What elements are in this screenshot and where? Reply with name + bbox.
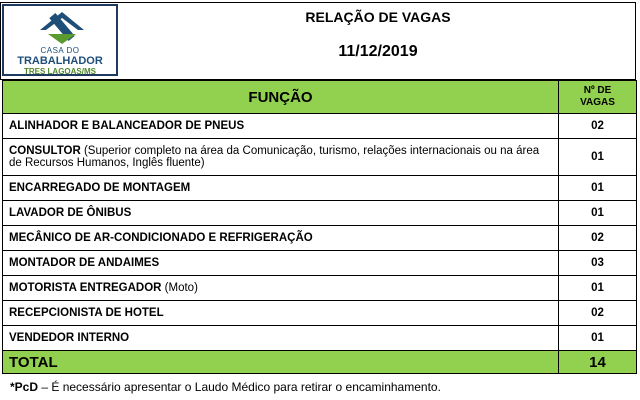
job-name: VENDEDOR INTERNO bbox=[9, 332, 130, 344]
vacancy-count: 01 bbox=[559, 201, 637, 226]
job-description: (Moto) bbox=[161, 282, 198, 294]
table-row bbox=[3, 139, 637, 176]
page-date: 11/12/2019 bbox=[338, 43, 418, 60]
job-function-cell bbox=[3, 114, 559, 139]
job-function-cell bbox=[3, 276, 559, 301]
casa-do-trabalhador-logo bbox=[2, 4, 118, 76]
logo-text-casa: CASA DO bbox=[40, 46, 80, 55]
vacancy-count: 02 bbox=[559, 226, 637, 251]
total-label: TOTAL bbox=[3, 351, 559, 374]
page-title: RELAÇÃO DE VAGAS bbox=[305, 9, 451, 25]
logo-text-city: TRES LAGOAS/MS bbox=[23, 67, 96, 76]
table-row bbox=[3, 201, 637, 226]
job-function-cell bbox=[3, 176, 559, 201]
job-name: ALINHADOR E BALANCEADOR DE PNEUS bbox=[9, 120, 245, 132]
job-name: LAVADOR DE ÔNIBUS bbox=[9, 207, 132, 219]
job-function-cell bbox=[3, 326, 559, 351]
table-row bbox=[3, 176, 637, 201]
job-name: MONTADOR DE ANDAIMES bbox=[9, 257, 160, 269]
vacancy-count: 02 bbox=[559, 114, 637, 139]
job-function-cell bbox=[3, 226, 559, 251]
job-name: CONSULTOR bbox=[9, 145, 81, 157]
job-function-cell bbox=[3, 251, 559, 276]
vacancy-count: 01 bbox=[559, 139, 637, 176]
footnote-marker: *PcD bbox=[10, 380, 39, 394]
column-header-quantity: Nº DE VAGAS bbox=[559, 81, 637, 114]
job-name: MOTORISTA ENTREGADOR bbox=[9, 282, 162, 294]
vacancy-count: 01 bbox=[559, 176, 637, 201]
table-row bbox=[3, 114, 637, 139]
table-header-row bbox=[3, 81, 637, 114]
job-function-cell bbox=[3, 201, 559, 226]
job-description: (Superior completo na área da Comunicação, turismo, relações internacionais ou na área de Recursos Humanos, Inglês fluente) bbox=[9, 145, 540, 169]
job-name: ENCARREGADO DE MONTAGEM bbox=[9, 182, 191, 194]
job-function-cell bbox=[3, 139, 559, 176]
footnote-text: – É necessário apresentar o Laudo Médico para retirar o encaminhamento. bbox=[38, 380, 441, 394]
vacancy-count: 01 bbox=[559, 326, 637, 351]
footnote bbox=[10, 380, 441, 394]
logo-text-trabalhador: TRABALHADOR bbox=[17, 55, 103, 67]
vacancy-count: 02 bbox=[559, 301, 637, 326]
total-row bbox=[3, 351, 637, 374]
job-name: RECEPCIONISTA DE HOTEL bbox=[9, 307, 164, 319]
table-row bbox=[3, 226, 637, 251]
table-row bbox=[3, 276, 637, 301]
table-row bbox=[3, 251, 637, 276]
vacancy-count: 01 bbox=[559, 276, 637, 301]
vacancy-count: 03 bbox=[559, 251, 637, 276]
table-row bbox=[3, 301, 637, 326]
table-row bbox=[3, 326, 637, 351]
column-header-function: FUNÇÃO bbox=[3, 81, 559, 114]
job-name: MECÂNICO DE AR-CONDICIONADO E REFRIGERAÇÃO bbox=[9, 232, 313, 244]
vacancies-table bbox=[2, 80, 637, 374]
house-icon bbox=[38, 10, 86, 46]
total-value: 14 bbox=[559, 351, 637, 374]
job-function-cell bbox=[3, 301, 559, 326]
